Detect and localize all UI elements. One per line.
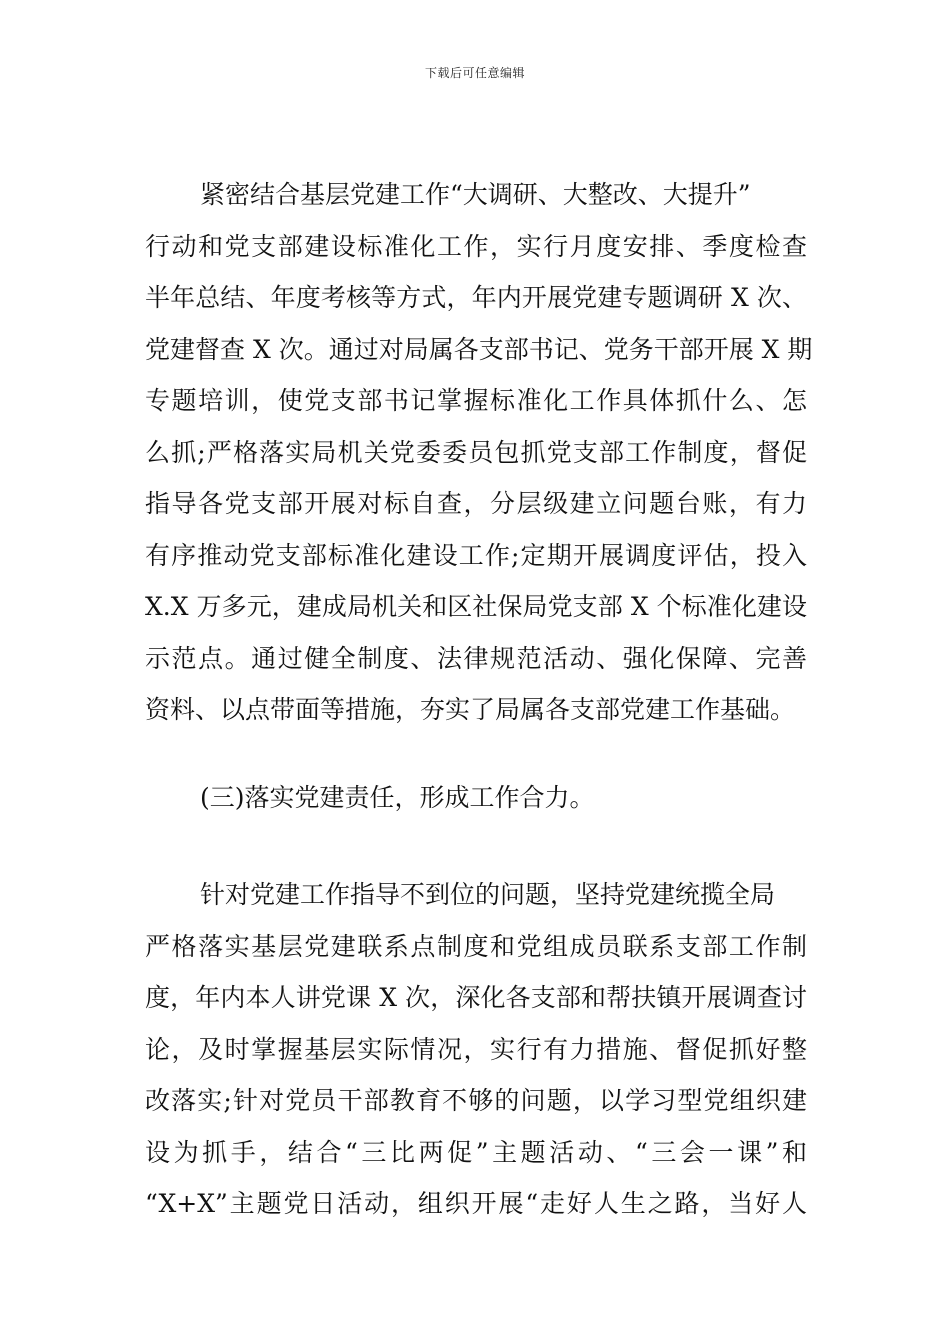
paragraph-3-line-3: 度，年内本人讲党课 X 次，深化各支部和帮扶镇开展调查讨 [145,983,807,1012]
paragraph-3-line-2: 严格落实基层党建联系点制度和党组成员联系支部工作制 [145,931,807,961]
paragraph-1-line-10: 示范点。通过健全制度、法律规范活动、强化保障、完善 [145,643,807,673]
paragraph-3-line-5: 改落实;针对党员干部教育不够的问题，以学习型党组织建 [145,1086,807,1115]
paragraph-3-line-4: 论，及时掌握基层实际情况，实行有力措施、督促抓好整 [145,1034,807,1064]
paragraph-1-line-7: 指导各党支部开展对标自查，分层级建立问题台账，有力 [145,489,807,518]
page-header: 下载后可任意编辑 [424,66,525,80]
paragraph-1-line-6: 么抓;严格落实局机关党委委员包抓党支部工作制度，督促 [145,437,807,467]
paragraph-1-line-3: 半年总结、年度考核等方式，年内开展党建专题调研 X 次、 [145,283,807,312]
paragraph-1-line-2: 行动和党支部建设标准化工作，实行月度安排、季度检查 [145,231,807,261]
paragraph-1-line-1: 紧密结合基层党建工作“大调研、大整改、大提升” [200,180,751,209]
paragraph-3-line-1: 针对党建工作指导不到位的问题，坚持党建统揽全局 [200,880,776,909]
paragraph-1-line-9: X.X 万多元，建成局机关和区社保局党支部 X 个标准化建设 [145,592,807,621]
paragraph-2-line-1: (三)落实党建责任，形成工作合力。 [200,783,595,812]
paragraph-1-line-8: 有序推动党支部标准化建设工作;定期开展调度评估，投入 [145,540,807,570]
paragraph-1-line-11: 资料、以点带面等措施，夯实了局属各支部党建工作基础。 [145,695,796,724]
paragraph-1-line-4: 党建督查 X 次。通过对局属各支部书记、党务干部开展 X 期 [145,334,813,364]
paragraph-3-line-6: 设为抓手，结合“三比两促”主题活动、“三会一课”和 [145,1137,807,1167]
paragraph-1-line-5: 专题培训，使党支部书记掌握标准化工作具体抓什么、怎 [145,386,807,415]
paragraph-3-line-7: “X+X”主题党日活动，组织开展“走好人生之路，当好人 [145,1189,807,1218]
